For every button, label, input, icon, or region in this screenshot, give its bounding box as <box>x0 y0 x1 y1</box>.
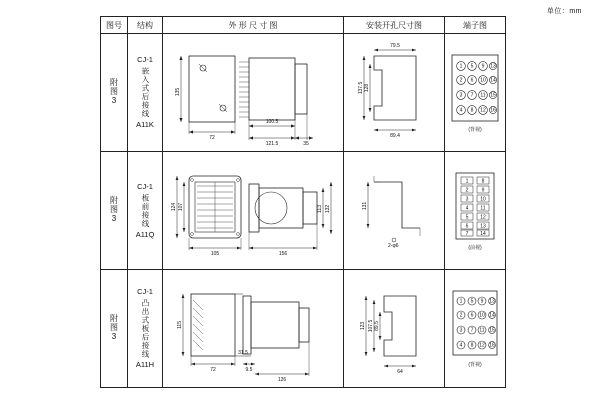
svg-text:12: 12 <box>479 342 485 348</box>
header-mounting: 安装开孔尺寸图 <box>344 17 445 34</box>
dim-h-left1-2: 124 <box>171 202 177 212</box>
header-fig-no: 图号 <box>101 17 128 34</box>
outline-drawing-1 <box>163 34 343 151</box>
svg-text:7: 7 <box>470 92 474 98</box>
structure-middle-3: 凸出式板后接线 <box>141 298 150 359</box>
dim-w-315-3: 31.5 <box>238 350 248 356</box>
svg-text:1: 1 <box>465 178 469 184</box>
svg-text:12: 12 <box>480 107 486 113</box>
svg-text:3: 3 <box>465 196 469 202</box>
dim-v2-3: 107.5 <box>368 319 374 333</box>
terminal-drawing-3 <box>445 270 505 387</box>
structure-block-3 <box>128 287 162 371</box>
table-row <box>101 152 506 270</box>
svg-text:7: 7 <box>470 327 474 333</box>
cell-mounting-3 <box>344 270 445 388</box>
table-row <box>101 34 506 152</box>
svg-text:6: 6 <box>465 223 469 229</box>
header-outline: 外 形 尺 寸 图 <box>163 17 344 34</box>
terminal-note-3: (背视) <box>468 361 482 368</box>
mounting-drawing-1 <box>344 34 444 151</box>
svg-text:15: 15 <box>490 92 496 98</box>
structure-middle-1: 嵌入式后接线 <box>141 67 150 118</box>
terminal-note-2: (前视) <box>468 244 482 251</box>
structure-bottom-3: A11H <box>135 360 155 370</box>
svg-text:8: 8 <box>470 342 474 348</box>
cell-structure-1 <box>128 34 163 152</box>
structure-top-3: CJ-1 <box>137 286 153 296</box>
svg-text:1: 1 <box>459 298 463 304</box>
svg-text:9: 9 <box>480 298 484 304</box>
dim-w-95-3: 9.5 <box>245 367 253 373</box>
header-structure: 结构 <box>128 17 163 34</box>
cell-fig-no-1 <box>101 34 128 152</box>
dim-h-left2-2: 107 <box>178 202 184 212</box>
svg-text:5: 5 <box>470 298 474 304</box>
svg-text:16: 16 <box>489 342 495 348</box>
dim-width-1005-1: 100.5 <box>265 119 279 125</box>
svg-text:11: 11 <box>480 205 486 211</box>
dim-height-left-1: 135 <box>175 87 181 97</box>
structure-block-1 <box>128 55 162 130</box>
dim-height-left-3: 115 <box>177 321 183 329</box>
outline-drawing-3 <box>163 270 343 387</box>
outline-drawing-2 <box>163 152 343 269</box>
svg-text:10: 10 <box>480 196 486 202</box>
dim-w-156-2: 156 <box>278 251 288 257</box>
dim-w-105-2: 105 <box>210 251 220 257</box>
svg-text:6: 6 <box>470 312 474 318</box>
cell-fig-no-2 <box>101 152 128 270</box>
svg-text:4: 4 <box>459 342 463 348</box>
cell-terminal-2 <box>445 152 506 270</box>
structure-middle-2: 板前接线 <box>141 193 150 228</box>
dim-width-35-1: 35 <box>303 141 309 147</box>
svg-text:2: 2 <box>459 77 463 83</box>
terminal-note-1: (背视) <box>468 126 482 133</box>
cell-terminal-1 <box>445 34 506 152</box>
table-header-row <box>101 17 506 34</box>
svg-text:13: 13 <box>480 223 486 229</box>
mounting-drawing-2 <box>344 152 444 269</box>
structure-bottom-1: A11K <box>136 120 154 129</box>
svg-text:10: 10 <box>480 77 486 83</box>
svg-text:15: 15 <box>489 327 495 333</box>
dimension-table <box>100 16 506 388</box>
svg-text:11: 11 <box>479 327 485 333</box>
structure-bottom-2: A11Q <box>135 229 155 239</box>
dim-h-right1-2: 113 <box>317 205 323 213</box>
svg-text:13: 13 <box>489 298 495 304</box>
structure-block-2 <box>128 182 162 240</box>
dim-h1-1: 79.5 <box>390 43 400 49</box>
cell-outline-1 <box>163 34 344 152</box>
unit-note: 单位：mm <box>546 8 582 15</box>
table-row <box>101 270 506 388</box>
svg-text:12: 12 <box>480 214 486 220</box>
terminal-drawing-2 <box>445 152 505 269</box>
svg-text:2: 2 <box>465 187 469 193</box>
svg-text:14: 14 <box>490 77 496 83</box>
cell-outline-2 <box>163 152 344 270</box>
svg-text:9: 9 <box>481 187 485 193</box>
svg-text:4: 4 <box>465 205 469 211</box>
dim-v1-2: 131 <box>362 201 368 211</box>
svg-text:4: 4 <box>459 107 463 113</box>
svg-text:5: 5 <box>470 63 474 69</box>
cell-terminal-3 <box>445 270 506 388</box>
cell-structure-2 <box>128 152 163 270</box>
svg-text:1: 1 <box>459 63 463 69</box>
svg-text:14: 14 <box>489 312 495 318</box>
dim-v3-3: 89.5 <box>374 321 380 331</box>
cell-fig-no-3 <box>101 270 128 388</box>
svg-text:2: 2 <box>459 312 463 318</box>
dim-h2-1: 89.4 <box>390 133 400 139</box>
svg-text:13: 13 <box>490 63 496 69</box>
dim-h-right2-2: 132 <box>325 204 331 214</box>
terminal-drawing-1 <box>445 34 505 151</box>
cell-structure-3 <box>128 270 163 388</box>
structure-top-1: CJ-1 <box>137 55 153 64</box>
dim-w-126-3: 126 <box>277 377 287 383</box>
svg-text:3: 3 <box>459 327 463 333</box>
svg-text:10: 10 <box>479 312 485 318</box>
svg-text:11: 11 <box>480 92 486 98</box>
svg-text:3: 3 <box>459 92 463 98</box>
svg-text:9: 9 <box>481 63 485 69</box>
cell-outline-3 <box>163 270 344 388</box>
svg-text:14: 14 <box>480 230 486 237</box>
dim-w-72-3: 72 <box>210 367 216 373</box>
dim-hole-2: 2-φ6 <box>388 243 399 249</box>
cell-mounting-1 <box>344 34 445 152</box>
cell-mounting-2 <box>344 152 445 270</box>
fig-no-label-2: 附图3 <box>109 195 119 224</box>
dim-v1-1: 137.5 <box>358 81 364 95</box>
structure-top-2: CJ-1 <box>137 181 153 191</box>
dim-h1-3: 64 <box>397 369 403 375</box>
svg-text:6: 6 <box>470 77 474 83</box>
svg-text:16: 16 <box>490 107 496 113</box>
fig-no-label-3: 附图3 <box>109 313 119 342</box>
dim-v1-3: 123 <box>360 321 366 331</box>
svg-text:7: 7 <box>465 230 469 237</box>
fig-no-label-1: 附图3 <box>109 77 119 106</box>
svg-text:5: 5 <box>465 214 469 220</box>
dim-width-72-1: 72 <box>209 135 215 141</box>
svg-text:8: 8 <box>470 107 474 113</box>
dim-v2-1: 128 <box>364 83 370 93</box>
svg-text:8: 8 <box>481 178 485 184</box>
header-terminal: 端子图 <box>445 17 506 34</box>
dim-width-1215-1: 121.5 <box>265 141 279 147</box>
mounting-drawing-3 <box>344 270 444 387</box>
